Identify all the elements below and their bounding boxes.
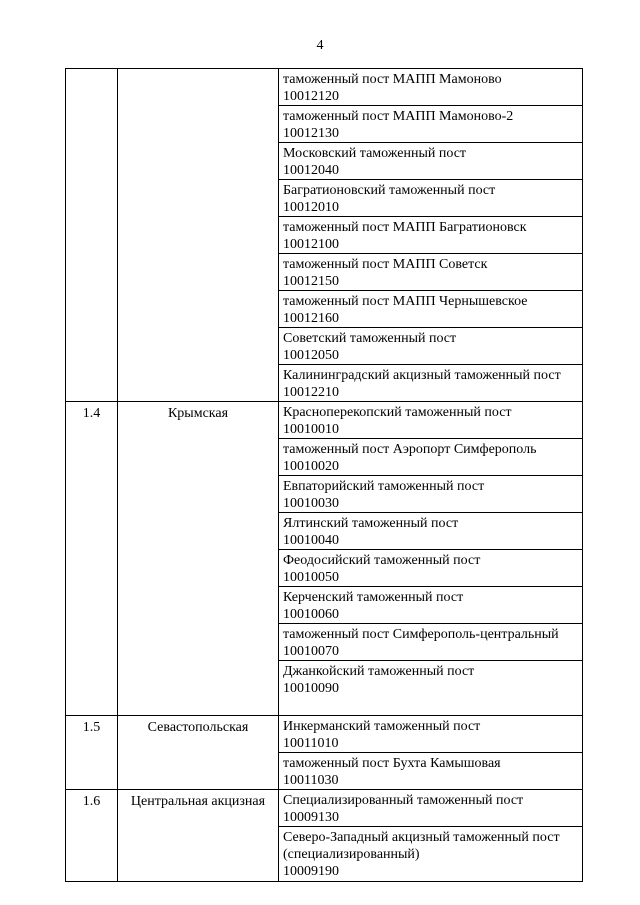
customs-post-code: 10010050 [283,570,339,585]
customs-post-code: 10010090 [283,681,339,696]
customs-post-name: таможенный пост Бухта Камышовая [283,756,501,771]
customs-region: Севастопольская [118,716,279,790]
customs-post-cell [279,106,583,143]
customs-post-name: Советский таможенный пост [283,331,457,346]
customs-post-cell [279,365,583,402]
customs-post-name: Северо-Западный акцизный таможенный пост [283,830,560,845]
customs-post-code: 10012010 [283,200,339,215]
customs-post-cell [279,143,583,180]
customs-post-code: 10012210 [283,385,339,400]
customs-post-cell [279,587,583,624]
customs-post-cell [279,716,583,753]
customs-post-name: таможенный пост МАПП Мамоново-2 [283,109,514,124]
customs-post-code: 10009190 [283,864,339,879]
customs-post-note: (специализированный) [283,847,420,862]
page-number: 4 [316,38,324,53]
customs-post-name: таможенный пост МАПП Чернышевское [283,294,528,309]
section-number: 1.6 [66,790,118,882]
customs-post-cell [279,291,583,328]
customs-post-name: таможенный пост Аэропорт Симферополь [283,442,537,457]
customs-post-name: таможенный пост Симферополь-центральный [283,627,559,642]
customs-post-name: Евпаторийский таможенный пост [283,479,485,494]
customs-post-cell [279,513,583,550]
customs-post-name: Керченский таможенный пост [283,590,464,605]
customs-post-cell [279,790,583,827]
customs-post-cell [279,402,583,439]
section-number: 1.5 [66,716,118,790]
customs-post-code: 10012130 [283,126,339,141]
customs-post-cell [279,69,583,106]
customs-post-cell [279,439,583,476]
section-number [66,69,118,402]
customs-post-code: 10012150 [283,274,339,289]
customs-post-cell [279,753,583,790]
table-row [66,790,583,827]
customs-post-name: Джанкойский таможенный пост [283,664,475,679]
customs-post-name: таможенный пост МАПП Багратионовск [283,220,527,235]
customs-post-name: Феодосийский таможенный пост [283,553,481,568]
customs-post-code: 10012100 [283,237,339,252]
customs-post-name: Красноперекопский таможенный пост [283,405,512,420]
customs-post-code: 10012040 [283,163,339,178]
customs-post-code: 10010040 [283,533,339,548]
customs-post-cell [279,254,583,291]
customs-post-code: 10010030 [283,496,339,511]
customs-post-name: таможенный пост МАПП Мамоново [283,72,502,87]
customs-post-name: Инкерманский таможенный пост [283,719,481,734]
customs-post-cell [279,328,583,365]
section-number: 1.4 [66,402,118,716]
customs-region: Крымская [118,402,279,716]
customs-post-cell [279,217,583,254]
customs-post-code: 10011030 [283,773,339,788]
customs-post-code: 10010020 [283,459,339,474]
customs-post-name: Московский таможенный пост [283,146,467,161]
customs-post-cell [279,624,583,661]
customs-post-code: 10010070 [283,644,339,659]
customs-post-name: Калининградский акцизный таможенный пост [283,368,561,383]
customs-post-code: 10010060 [283,607,339,622]
customs-post-cell [279,476,583,513]
customs-post-code: 10011010 [283,736,339,751]
customs-post-cell [279,550,583,587]
customs-post-name: таможенный пост МАПП Советск [283,257,488,272]
customs-post-cell [279,661,583,716]
customs-region: Центральная акцизная [118,790,279,882]
customs-post-code: 10010010 [283,422,339,437]
customs-post-name: Ялтинский таможенный пост [283,516,459,531]
customs-post-cell [279,180,583,217]
table-row [66,402,583,439]
customs-post-code: 10009130 [283,810,339,825]
customs-posts-table [65,68,583,882]
customs-post-name: Специализированный таможенный пост [283,793,524,808]
customs-post-code: 10012160 [283,311,339,326]
customs-post-code: 10012120 [283,89,339,104]
customs-post-name: Багратионовский таможенный пост [283,183,496,198]
customs-post-cell [279,827,583,882]
customs-post-code: 10012050 [283,348,339,363]
customs-region [118,69,279,402]
table-row [66,69,583,106]
table-row [66,716,583,753]
